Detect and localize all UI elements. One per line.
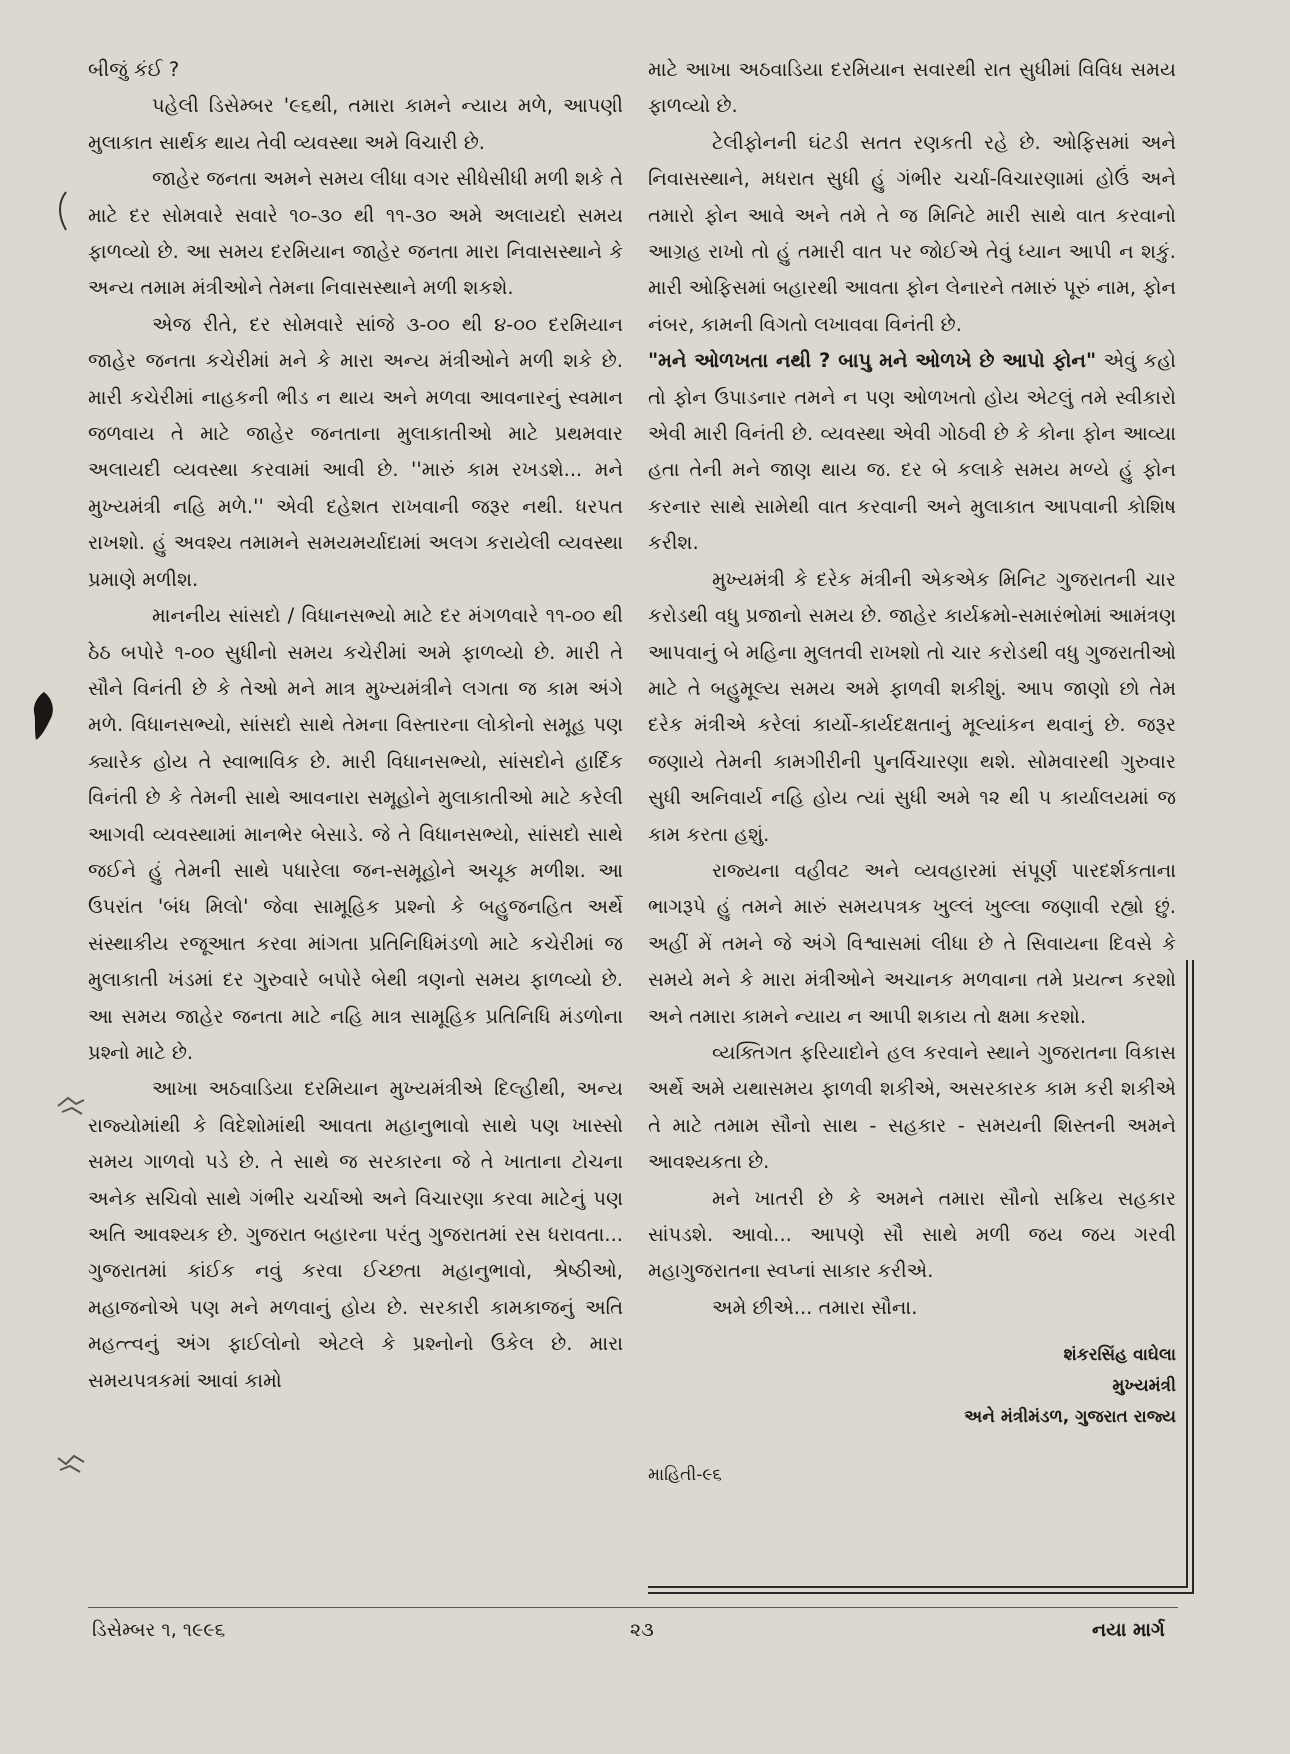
left-column bbox=[88, 52, 623, 1399]
paragraph: આખા અઠવાડિયા દરમિયાન મુખ્યમંત્રીએ દિલ્હીથી, અન્ય રાજ્યોમાંથી કે વિદેશોમાંથી આવતા મહાનુભાવો સાથે પણ ખાસ્સો સમય ગાળવો પડે છે. તે સાથે જ સરકારના જે તે ખાતાના ટોચના અનેક સચિવો સાથે ગંભીર ચર્ચાઓ અને વિચારણા કરવા માટેનું પણ અતિ આવશ્યક છે. ગુજરાત બહારના પરંતુ ગુજરાતમાં રસ ધરાવતા... ગુજરાતમાં કાંઈક નવું કરવા ઈચ્છતા મહાનુભાવો, શ્રેષ્ઠીઓ, મહાજનોએ પણ મને મળવાનું હોય છે. સરકારી કામકાજનું અતિ મહત્ત્વનું અંગ ફાઈલોનો એટલે કે પ્રશ્નોનો ઉકેલ છે. મારા સમયપત્રકમાં આવાં કામો bbox=[88, 1077, 623, 1392]
paragraph: મુખ્યમંત્રી કે દરેક મંત્રીની એકએક મિનિટ ગુજરાતની ચાર કરોડથી વધુ પ્રજાનો સમય છે. જાહેર કાર્યક્રમો-સમારંભોમાં આમંત્રણ આપવાનું બે મહિના મુલતવી રાખશો તો ચાર કરોડથી વધુ ગુજરાતીઓ માટે તે બહુમૂલ્ય સમય અમે ફાળવી શકીશું. આપ જાણો છો તેમ દરેક મંત્રીએ કરેલાં કાર્યો-કાર્યદક્ષતાનું મૂલ્યાંકન થવાનું છે. જરૂર જણાયે તેમની કામગીરીની પુનર્વિચારણા થશે. સોમવારથી ગુરુવાર સુધી અનિવાર્ય નહિ હોય ત્યાં સુધી અમે ૧૨ થી ૫ કાર્યાલયમાં જ કામ કરતા હશું. bbox=[648, 567, 1176, 846]
page-number: ૨૩ bbox=[630, 1619, 654, 1641]
ink-blot-mark bbox=[30, 690, 60, 742]
footer-date: ડિસેમ્બર ૧, ૧૯૯૬ bbox=[92, 1619, 226, 1641]
right-column bbox=[648, 52, 1176, 1494]
paragraph: માનનીય સાંસદો / વિધાનસભ્યો માટે દર મંગળવારે ૧૧-૦૦ થી ઠેઠ બપોરે ૧-૦૦ સુધીનો સમય કચેરીમાં અમે ફાળવ્યો છે. મારી તે સૌને વિનંતી છે કે તેઓ મને માત્ર મુખ્યમંત્રીને લગતા જ કામ અંગે મળે. વિધાનસભ્યો, સાંસદો સાથે તેમના વિસ્તારના લોકોનો સમૂહ પણ ક્યારેક હોય તે સ્વાભાવિક છે. મારી વિધાનસભ્યો, સાંસદોને હાર્દિક વિનંતી છે કે તેમની સાથે આવનારા સમૂહોને મુલાકાતીઓ માટે કરેલી આગવી વ્યવસ્થામાં માનભેર બેસાડે. જે તે વિધાનસભ્યો, સાંસદો સાથે જઈને હું તેમની સાથે પધારેલા જન-સમૂહોને અચૂક મળીશ. આ ઉપરાંત 'બંધ મિલો' જેવા સામૂહિક પ્રશ્નો કે બહુજનહિત અર્થે સંસ્થાકીય રજૂઆત કરવા માંગતા પ્રતિનિધિમંડળો માટે કચેરીમાં જ મુલાકાતી ખંડમાં દર ગુરુવારે બપોરે બેથી ત્રણનો સમય ફાળવ્યો છે. આ સમય જાહેર જનતા માટે નહિ માત્ર સામૂહિક પ્રતિનિધિ મંડળોના પ્રશ્નો માટે છે. bbox=[88, 604, 623, 1064]
paragraph: જાહેર જનતા અમને સમય લીધા વગર સીધેસીધી મળી શકે તે માટે દર સોમવારે સવારે ૧૦-૩૦ થી ૧૧-૩૦ અમે અલાયદો સમય ફાળવ્યો છે. આ સમય દરમિયાન જાહેર જનતા મારા નિવાસસ્થાને કે અન્ય તમામ મંત્રીઓને તેમના નિવાસસ્થાને મળી શકશે. bbox=[88, 167, 623, 300]
source-credit: માહિતી-૯૬ bbox=[648, 1465, 722, 1486]
paragraph-text: એવું કહો તો ફોન ઉપાડનાર તમને ન પણ ઓળખતો હોય એટલું તમે સ્વીકારો એવી મારી વિનંતી છે. વ્યવસ્થા એવી ગોઠવી છે કે કોના ફોન આવ્યા હતા તેની મને જાણ થાય જ. દર બે કલાકે સમય મળ્યે હું ફોન કરનાર સાથે સામેથી વાત કરવાની અને મુલાકાત આપવાની કોશિષ કરીશ. bbox=[648, 349, 1176, 555]
smudge-mark bbox=[54, 1448, 88, 1476]
paragraph: ટેલીફોનની ઘંટડી સતત રણકતી રહે છે. ઓફિસમાં અને નિવાસસ્થાને, મધરાત સુધી હું ગંભીર ચર્ચા-વિચારણામાં હોઉં અને તમારો ફોન આવે અને તમે તે જ મિનિટે મારી સાથે વાત કરવાનો આગ્રહ રાખો તો હું તમારી વાત પર જોઈએ તેવું ધ્યાન આપી ન શકું. મારી ઓફિસમાં બહારથી આવતા ફોન લેનારને તમારું પૂરું નામ, ફોન નંબર, કામની વિગતો લખાવવા વિનંતી છે. bbox=[648, 130, 1176, 336]
signature-name: શંકરસિંહ વાઘેલા bbox=[1063, 1345, 1176, 1366]
quoted-paragraph bbox=[648, 343, 1176, 561]
footer-divider bbox=[88, 1607, 1178, 1608]
publication-name: નયા માર્ગ bbox=[1092, 1619, 1165, 1641]
box-border-line bbox=[648, 1586, 1188, 1588]
bracket-mark bbox=[54, 190, 74, 234]
signature-org: અને મંત્રીમંડળ, ગુજરાત રાજ્ય bbox=[964, 1407, 1176, 1428]
bold-quote: "મને ઓળખતા નથી ? બાપુ મને ઓળખે છે આપો ફોન" bbox=[648, 349, 1097, 373]
section-heading: બીજું કંઈ ? bbox=[88, 58, 180, 81]
closing-line: અમે છીએ... તમારા સૌના. bbox=[712, 1295, 918, 1319]
box-border-line bbox=[1186, 960, 1188, 1586]
signature-title: મુખ્યમંત્રી bbox=[1112, 1376, 1176, 1397]
paragraph: માટે આખા અઠવાડિયા દરમિયાન સવારથી રાત સુધીમાં વિવિધ સમય ફાળવ્યો છે. bbox=[648, 58, 1176, 118]
box-border-line bbox=[1192, 960, 1194, 1592]
paragraph: વ્યક્તિગત ફરિયાદોને હલ કરવાને સ્થાને ગુજરાતના વિકાસ અર્થે અમે યથાસમય ફાળવી શકીએ, અસરકારક કામ કરી શકીએ તે માટે તમામ સૌનો સાથ - સહકાર - સમયની શિસ્તની અમને આવશ્યકતા છે. bbox=[648, 1040, 1176, 1174]
box-border-line bbox=[648, 1592, 1194, 1594]
paragraph: પહેલી ડિસેમ્બર '૯૬થી, તમારા કામને ન્યાય મળે, આપણી મુલાકાત સાર્થક થાય તેવી વ્યવસ્થા અમે વિચારી છે. bbox=[88, 94, 623, 154]
signature-block bbox=[648, 1340, 1176, 1433]
paragraph: એજ રીતે, દર સોમવારે સાંજે ૩-૦૦ થી ૪-૦૦ દરમિયાન જાહેર જનતા કચેરીમાં મને કે મારા અન્ય મંત્રીઓને મળી શકે છે. મારી કચેરીમાં નાહકની ભીડ ન થાય અને મળવા આવનારનું સ્વમાન જળવાય તે માટે જાહેર જનતાના મુલાકાતીઓ માટે પ્રથમવાર અલાયદી વ્યવસ્થા કરવામાં આવી છે. ''મારું કામ રખડશે... મને મુખ્યમંત્રી નહિ મળે.'' એવી દહેશત રાખવાની જરૂર નથી. ધરપત રાખશો. હું અવશ્ય તમામને સમયમર્યાદામાં અલગ કરાયેલી વ્યવસ્થા પ્રમાણે મળીશ. bbox=[88, 312, 623, 591]
paragraph: રાજ્યના વહીવટ અને વ્યવહારમાં સંપૂર્ણ પારદર્શકતાના ભાગરૂપે હું તમને મારું સમયપત્રક ખુલ્લં ખુલ્લા જણાવી રહ્યો છું. અહીં મેં તમને જે અંગે વિશ્વાસમાં લીધા છે તે સિવાયના દિવસે કે સમયે મને કે મારા મંત્રીઓને અચાનક મળવાના તમે પ્રયત્ન કરશો અને તમારા કામને ન્યાય ન આપી શકાય તો ક્ષમા કરશો. bbox=[648, 858, 1176, 1028]
paragraph: મને ખાતરી છે કે અમને તમારા સૌનો સક્રિય સહકાર સાંપડશે. આવો... આપણે સૌ સાથે મળી જય જય ગરવી મહાગુજરાતના સ્વપ્નાં સાકાર કરીએ. bbox=[648, 1186, 1176, 1283]
smudge-mark bbox=[54, 1092, 88, 1120]
